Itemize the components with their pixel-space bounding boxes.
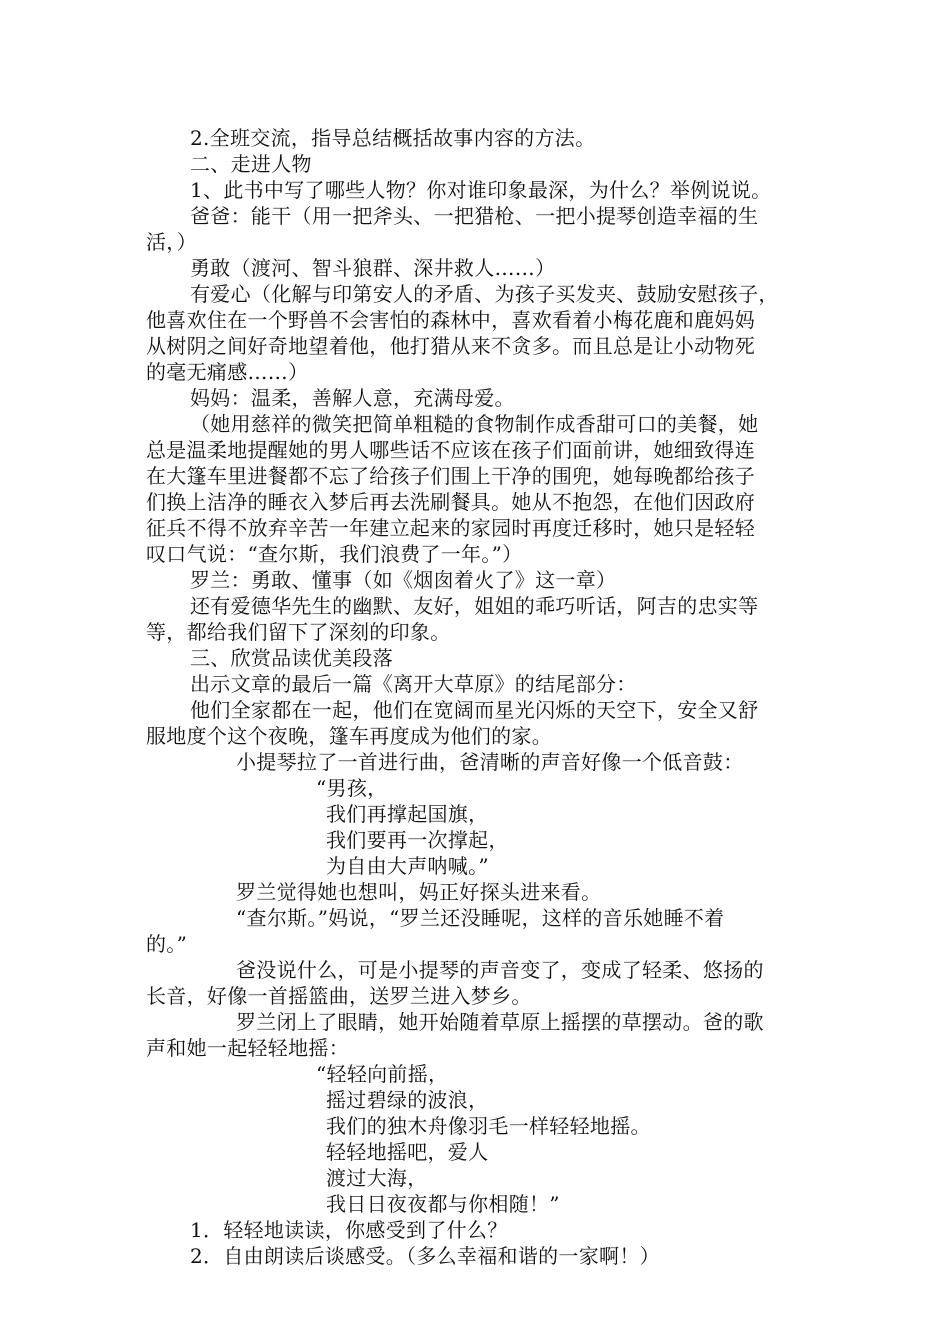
text-line: 活，） <box>146 230 197 254</box>
text-line: 的毫无痛感……） <box>146 360 309 384</box>
text-line: 爸爸：能干（用一把斧头、一把猎枪、一把小提琴创造幸福的生 <box>190 204 759 228</box>
verse-line: 为自由大声呐喊。” <box>326 854 489 878</box>
text-line: 有爱心（化解与印第安人的矛盾、为孩子买发夹、鼓励安慰孩子， <box>190 282 779 306</box>
text-line: 2.全班交流，指导总结概括故事内容的方法。 <box>190 126 596 150</box>
verse-line: 我们再撑起国旗， <box>326 802 489 826</box>
text-line: 叹口气说：“查尔斯，我们浪费了一年。”） <box>146 542 523 566</box>
text-line: 勇敢（渡河、智斗狼群、深井救人……） <box>190 256 556 280</box>
text-line: “查尔斯。”妈说，“罗兰还没睡呢，这样的音乐她睡不着 <box>236 906 725 930</box>
text-line: 他们全家都在一起，他们在宽阔而星光闪烁的天空下，安全又舒 <box>190 698 759 722</box>
verse-line: “男孩， <box>316 776 388 800</box>
verse-line: 渡过大海， <box>326 1166 428 1190</box>
text-line: 的。” <box>146 932 188 956</box>
text-line: 罗兰：勇敢、懂事（如《烟囱着火了》这一章） <box>190 568 617 592</box>
text-line: 等，都给我们留下了深刻的印象。 <box>146 620 451 644</box>
verse-line: “轻轻向前摇， <box>316 1062 449 1086</box>
verse-line: 摇过碧绿的波浪， <box>326 1088 489 1112</box>
text-line: 妈妈：温柔，善解人意，充满母爱。 <box>190 386 515 410</box>
text-line: 声和她一起轻轻地摇： <box>146 1036 349 1060</box>
text-line: 2．自由朗读后谈感受。（多么幸福和谐的一家啊！） <box>190 1244 660 1268</box>
text-line: 出示文章的最后一篇《离开大草原》的结尾部分： <box>190 672 637 696</box>
text-line: 征兵不得不放弃辛苦一年建立起来的家园时再度迁移时，她只是轻轻 <box>146 516 755 540</box>
verse-line: 我们的独木舟像羽毛一样轻轻地摇。 <box>326 1114 651 1138</box>
text-line: 在大篷车里进餐都不忘了给孩子们围上干净的围兜，她每晚都给孩子 <box>146 464 755 488</box>
text-line: 长音，好像一首摇篮曲，送罗兰进入梦乡。 <box>146 984 532 1008</box>
text-line: 1．轻轻地读读，你感受到了什么？ <box>190 1218 508 1242</box>
text-line: 罗兰觉得她也想叫，妈正好探头进来看。 <box>236 880 602 904</box>
text-line: 罗兰闭上了眼睛，她开始随着草原上摇摆的草摆动。爸的歌 <box>236 1010 764 1034</box>
text-line: 还有爱德华先生的幽默、友好，姐姐的乖巧听话，阿吉的忠实等 <box>190 594 759 618</box>
text-line: 总是温柔地提醒她的男人哪些话不应该在孩子们面前讲，她细致得连 <box>146 438 755 462</box>
verse-line: 我们要再一次撑起， <box>326 828 509 852</box>
text-line: 爸没说什么，可是小提琴的声音变了，变成了轻柔、悠扬的 <box>236 958 764 982</box>
verse-line: 轻轻地摇吧，爱人 <box>326 1140 489 1164</box>
text-line: 从树阴之间好奇地望着他，他打猎从来不贪多。而且总是让小动物死 <box>146 334 755 358</box>
text-line: 们换上洁净的睡衣入梦后再去洗刷餐具。她从不抱怨，在他们因政府 <box>146 490 755 514</box>
section-heading: 二、走进人物 <box>190 152 312 176</box>
text-line: （她用慈祥的微笑把简单粗糙的食物制作成香甜可口的美餐，她 <box>190 412 759 436</box>
text-line: 他喜欢住在一个野兽不会害怕的森林中，喜欢看着小梅花鹿和鹿妈妈 <box>146 308 755 332</box>
text-line: 小提琴拉了一首进行曲，爸清晰的声音好像一个低音鼓： <box>236 750 744 774</box>
text-line: 1、此书中写了哪些人物？你对谁印象最深，为什么？举例说说。 <box>190 178 772 202</box>
verse-line: 我日日夜夜都与你相随！” <box>326 1192 560 1216</box>
section-heading: 三、欣赏品读优美段落 <box>190 646 393 670</box>
text-line: 服地度个这个夜晚，篷车再度成为他们的家。 <box>146 724 552 748</box>
